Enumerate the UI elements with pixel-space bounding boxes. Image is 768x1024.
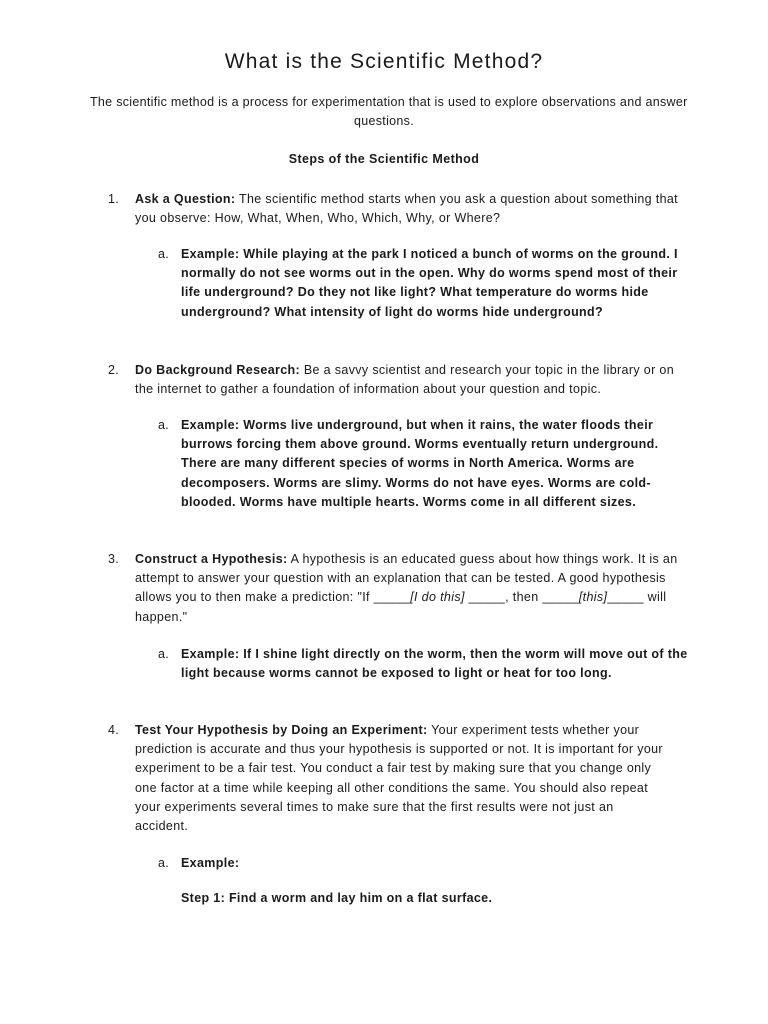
section-heading: Steps of the Scientific Method <box>288 152 480 166</box>
placeholder-italic: [this] <box>578 590 608 605</box>
substep-text <box>181 889 681 908</box>
step-text <box>135 190 700 228</box>
step-line: accident. <box>135 819 189 834</box>
step-line: A hypothesis is an educated guess about how things work. It is an <box>287 552 678 566</box>
sub-letter: a. <box>158 647 170 661</box>
step-number: 3. <box>108 552 120 566</box>
step-text <box>135 550 700 627</box>
step-line: happen." <box>135 609 188 624</box>
step-heading: Construct a Hypothesis: <box>135 552 288 566</box>
step-line: experiment to be a fair test. You conduct a fair test by making sure that you change only <box>135 761 652 776</box>
example-text <box>181 645 688 683</box>
step-number: 1. <box>108 192 120 206</box>
sub-letter: a. <box>158 247 170 261</box>
step-heading: Ask a Question: <box>135 192 236 206</box>
intro-line: The scientific method is a process for experimentation that is used to explore observations and answer <box>90 95 688 109</box>
step-line: the internet to gather a foundation of information about your question and topic. <box>135 382 602 397</box>
placeholder-italic: [I do this] <box>410 590 465 605</box>
example-line: There are many different species of worms in North America. Worms are <box>181 456 635 471</box>
example-line: burrows forcing them above ground. Worms eventually return underground. <box>181 437 659 452</box>
sub-letter: a. <box>158 856 170 870</box>
example-line: light because worms cannot be exposed to light or heat for too long. <box>181 666 612 681</box>
step-line: your experiments several times to make sure that the first results were not just an <box>135 799 614 814</box>
example-line: Example: Worms live underground, but when it rains, the water floods their <box>181 418 654 432</box>
step-number: 2. <box>108 363 120 377</box>
example-text <box>181 854 681 873</box>
step-heading: Test Your Hypothesis by Doing an Experiment: <box>135 723 428 737</box>
step-line: allows you to then make a prediction: "If _____[I do this] _____, then _____[this]_____ will <box>135 590 667 605</box>
example-line: Example: While playing at the park I noticed a bunch of worms on the ground. I <box>181 247 678 261</box>
example-line: underground? What intensity of light do worms hide underground? <box>181 304 604 319</box>
page-title: What is the Scientific Method? <box>224 50 544 73</box>
example-label: Example: <box>181 856 240 870</box>
substep-line: Step 1: Find a worm and lay him on a flat surface. <box>181 891 493 905</box>
intro-line: questions. <box>354 113 414 128</box>
example-line: Example: If I shine light directly on the worm, then the worm will move out of the <box>181 647 688 661</box>
step-heading: Do Background Research: <box>135 363 301 377</box>
example-line: decomposers. Worms are slimy. Worms do not have eyes. Worms are cold- <box>181 475 651 490</box>
example-text <box>181 245 681 322</box>
example-line: life underground? Do they not like light? What temperature do worms hide <box>181 285 649 300</box>
step-line: The scientific method starts when you ask a question about something that <box>235 192 678 206</box>
step-text <box>135 721 700 836</box>
example-line: normally do not see worms out in the open. Why do worms spend most of their <box>181 266 678 281</box>
sub-letter: a. <box>158 418 170 432</box>
example-text <box>181 416 681 512</box>
step-line: Your experiment tests whether your <box>427 723 640 737</box>
step-line: one factor at a time while keeping all other conditions the same. You should also repeat <box>135 780 649 795</box>
step-number: 4. <box>108 723 120 737</box>
step-line: you observe: How, What, When, Who, Which, Why, or Where? <box>135 211 501 226</box>
step-text <box>135 361 700 399</box>
step-line: Be a savvy scientist and research your topic in the library or on <box>300 363 675 377</box>
example-line: blooded. Worms have multiple hearts. Worms come in all different sizes. <box>181 494 637 509</box>
step-line: attempt to answer your question with an explanation that can be tested. A good hypothesis <box>135 571 666 586</box>
step-line: prediction is accurate and thus your hypothesis is supported or not. It is important for your <box>135 742 663 757</box>
intro-paragraph <box>90 93 688 130</box>
